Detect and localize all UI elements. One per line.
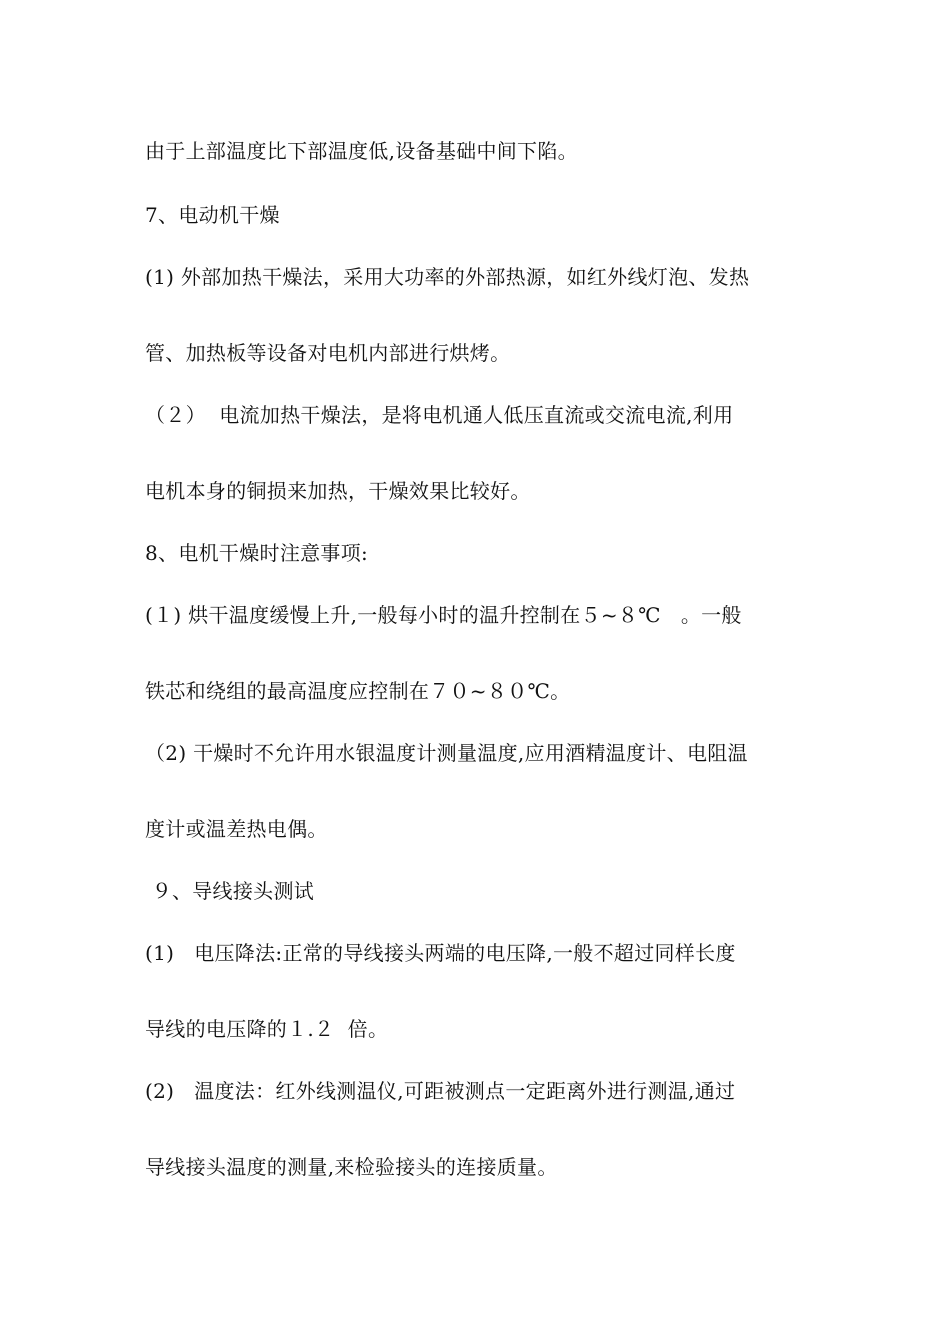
text-line: 导线的电压降的１.２ 倍。 — [145, 1017, 389, 1041]
text-line: 导线接头温度的测量,来检验接头的连接质量。 — [145, 1155, 558, 1179]
section-heading: ９、导线接头测试 — [145, 879, 315, 903]
text-line: （２） 电流加热干燥法，是将电机通人低压直流或交流电流,利用 — [145, 403, 734, 427]
text-line: (1) 电压降法:正常的导线接头两端的电压降,一般不超过同样长度 — [145, 941, 736, 965]
text-line: 管、加热板等设备对电机内部进行烘烤。 — [145, 341, 511, 365]
text-line: (１) 烘干温度缓慢上升,一般每小时的温升控制在５~８℃ 。一般 — [145, 603, 742, 627]
text-line: (2) 温度法：红外线测温仪,可距被测点一定距离外进行测温,通过 — [145, 1079, 736, 1103]
section-heading: 8、电机干燥时注意事项: — [145, 541, 369, 565]
text-line: 由于上部温度比下部温度低,设备基础中间下陷。 — [145, 139, 578, 163]
text-line: 电机本身的铜损来加热，干燥效果比较好。 — [145, 479, 531, 503]
section-heading: 7、电动机干燥 — [145, 203, 280, 227]
text-line: (1) 外部加热干燥法，采用大功率的外部热源，如红外线灯泡、发热 — [145, 265, 750, 289]
text-line: （2) 干燥时不允许用水银温度计测量温度,应用酒精温度计、电阻温 — [145, 741, 748, 765]
text-line: 铁芯和绕组的最高温度应控制在７０~８０℃。 — [145, 679, 571, 703]
text-line: 度计或温差热电偶。 — [145, 817, 328, 841]
